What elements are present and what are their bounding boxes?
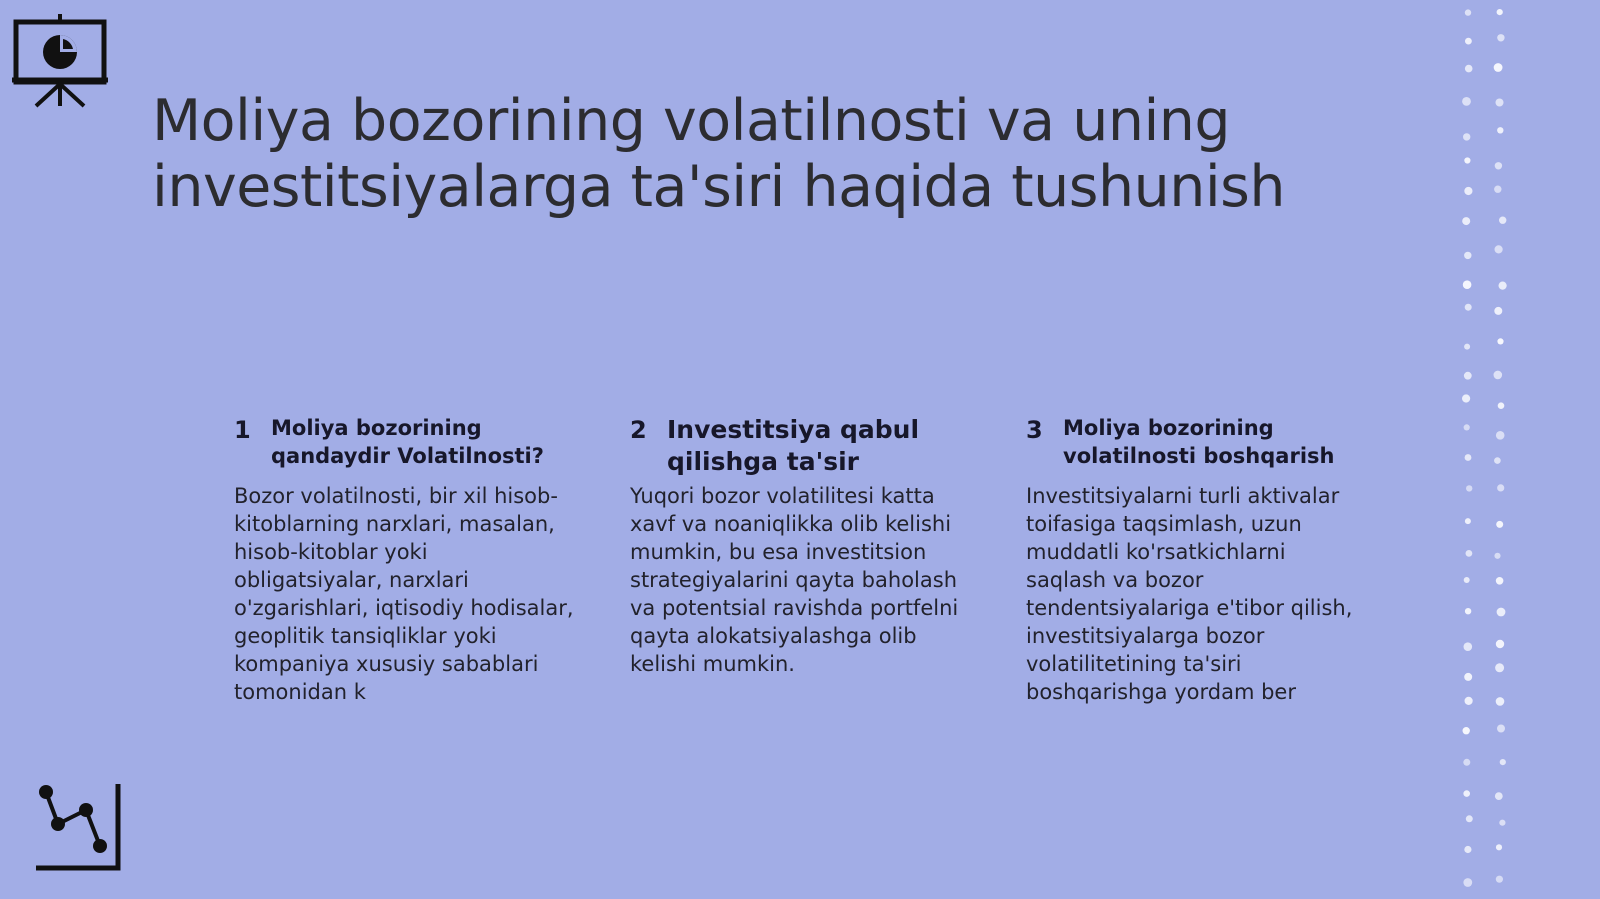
decorative-dot: [1463, 790, 1470, 797]
decorative-dot: [1462, 394, 1470, 402]
decorative-dot: [1463, 759, 1470, 766]
decorative-dot: [1497, 338, 1503, 344]
decorative-dot: [1499, 820, 1505, 826]
decorative-dot: [1498, 402, 1505, 409]
decorative-dot: [1464, 344, 1470, 350]
presentation-board-icon: [12, 14, 108, 108]
decorative-dot: [1464, 157, 1470, 163]
decorative-dot: [1494, 457, 1501, 464]
decorative-dot: [1500, 759, 1506, 765]
column-3-number: 3: [1026, 416, 1043, 444]
decorative-dot: [1466, 550, 1473, 557]
decorative-dots: [1448, 0, 1518, 899]
decorative-dot: [1499, 282, 1507, 290]
decorative-dot: [1465, 454, 1472, 461]
decorative-dot: [1497, 34, 1504, 41]
decorative-dot: [1494, 63, 1503, 72]
column-2-body: Yuqori bozor volatilitesi katta xavf va noaniqlikka olib kelishi mumkin, bu esa investitsion strategiyalarini qayta baholash va potentsial ravishda portfelni qayta alokatsiyalashga olib kelishi mumkin.: [630, 484, 959, 676]
columns: [234, 414, 1394, 714]
decorative-dot: [1463, 280, 1472, 289]
column-2-number: 2: [630, 416, 647, 444]
decorative-dot: [1495, 792, 1503, 800]
decorative-dot: [1462, 217, 1470, 225]
decorative-dot: [1497, 484, 1504, 491]
decorative-dot: [1496, 876, 1503, 883]
decorative-dot: [1464, 424, 1470, 430]
column-1-body: Bozor volatilnosti, bir xil hisob-kitoblarning narxlari, masalan, hisob-kitoblar yoki obligatsiyalar, narxlari o'zgarishlari, iqtisodiy hodisalar, geoplitik tansiqliklar yoki kompaniya xususiy sabablari tomonidan k: [234, 484, 574, 704]
decorative-dot: [1494, 371, 1503, 380]
decorative-dot: [1466, 485, 1472, 491]
column-3-header: [1026, 414, 1371, 482]
decorative-dot: [1464, 846, 1471, 853]
decorative-dot: [1464, 252, 1471, 259]
column-2-header: [630, 414, 975, 482]
decorative-dot: [1466, 815, 1473, 822]
decorative-dot: [1465, 697, 1473, 705]
decorative-dot: [1462, 97, 1471, 106]
decorative-dot: [1497, 127, 1503, 133]
decorative-dot: [1464, 187, 1472, 195]
column-2: [630, 414, 975, 678]
decorative-dot: [1494, 186, 1501, 193]
decorative-dot: [1496, 577, 1504, 585]
decorative-dot: [1496, 99, 1504, 107]
column-1-header: [234, 414, 579, 482]
decorative-dot: [1496, 521, 1503, 528]
decorative-dot: [1495, 162, 1502, 169]
decorative-dot: [1464, 642, 1473, 651]
decorative-dot: [1463, 133, 1470, 140]
column-3: [1026, 414, 1371, 706]
decorative-dot: [1494, 307, 1502, 315]
decorative-dot: [1465, 38, 1472, 45]
column-3-body: Investitsiyalarni turli aktivalar toifasiga taqsimlash, uzun muddatli ko'rsatkichlarni saqlash va bozor tendentsiyalariga e'tibor qilish, investitsiyalarga bozor volatilitetining ta'siri boshqarishga yordam ber: [1026, 484, 1353, 704]
decorative-dot: [1463, 727, 1470, 734]
decorative-dot: [1496, 431, 1505, 440]
decorative-dot: [1495, 245, 1503, 253]
column-1-number: 1: [234, 416, 251, 444]
decorative-dot: [1497, 608, 1506, 617]
decorative-dot: [1463, 878, 1472, 887]
decorative-dot: [1465, 304, 1472, 311]
column-1: [234, 414, 579, 706]
slide-title: Moliya bozorining volatilnosti va uning investitsiyalarga ta'siri haqida tushunish: [152, 88, 1285, 220]
column-1-heading: Moliya bozorining qandaydir Volatilnosti?: [271, 416, 544, 468]
decorative-dot: [1496, 844, 1502, 850]
decorative-dot: [1497, 9, 1503, 15]
column-3-heading: Moliya bozorining volatilnosti boshqarish: [1063, 416, 1335, 468]
decorative-dot: [1494, 553, 1500, 559]
decorative-dot: [1496, 697, 1505, 706]
decorative-dot: [1465, 9, 1471, 15]
column-2-heading: Investitsiya qabul qilishga ta'sir: [667, 415, 920, 476]
decorative-dot: [1465, 608, 1471, 614]
decorative-dot: [1497, 725, 1505, 733]
line-chart-icon: [34, 780, 124, 872]
decorative-dot: [1496, 640, 1504, 648]
decorative-dot: [1464, 673, 1472, 681]
decorative-dot: [1499, 217, 1506, 224]
decorative-dot: [1464, 372, 1472, 380]
decorative-dot: [1465, 65, 1473, 73]
decorative-dot: [1495, 663, 1504, 672]
decorative-dot: [1464, 577, 1470, 583]
decorative-dot: [1465, 518, 1471, 524]
